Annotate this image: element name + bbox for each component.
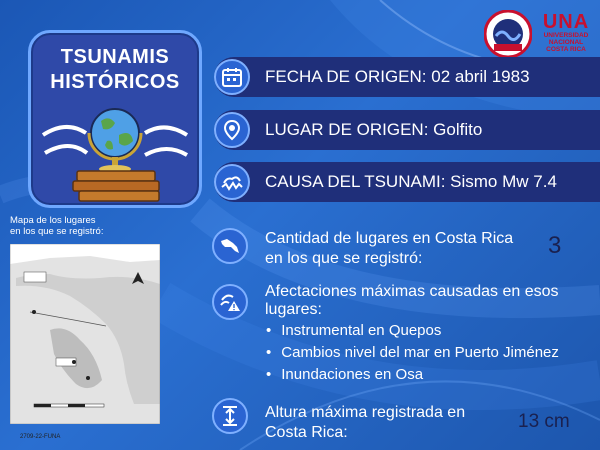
logo-title — [31, 45, 199, 95]
map-label-line2: en los que se registró: — [10, 226, 104, 237]
list-item: • Inundaciones en Osa — [266, 364, 559, 386]
una-line1: UNIVERSIDAD — [543, 32, 589, 39]
height-measure-icon — [212, 398, 248, 434]
afectaciones-list — [266, 320, 559, 386]
calendar-icon — [214, 59, 250, 95]
cantidad-value: 3 — [548, 232, 562, 259]
logo-title-line1: TSUNAMIS — [60, 46, 170, 68]
afectaciones-line2: lugares: — [265, 301, 322, 318]
logo-title-line2: HISTÓRICOS — [50, 71, 180, 93]
map-label-line1: Mapa de los lugares — [10, 215, 96, 226]
una-line3: COSTA RICA — [546, 46, 586, 53]
afectaciones-text — [265, 283, 558, 319]
globe-books-illustration — [41, 95, 189, 203]
altura-line1: Altura máxima registrada en — [265, 404, 466, 421]
map-drawing — [10, 244, 160, 424]
costa-rica-map-icon — [212, 228, 248, 264]
una-line2: NACIONAL — [548, 39, 584, 46]
cantidad-line1: Cantidad de lugares en Costa Rica — [265, 230, 514, 247]
location-pin-icon — [214, 112, 250, 148]
altura-line2: Costa Rica: — [265, 424, 348, 441]
list-item: • Instrumental en Quepos — [266, 320, 559, 342]
una-wordmark: UNA — [542, 11, 590, 33]
cantidad-lugares-text — [265, 229, 513, 269]
list-item: • Cambios nivel del mar en Puerto Jiménez — [266, 342, 559, 364]
causa-tsunami-text: CAUSA DEL TSUNAMI: Sismo Mw 7.4 — [265, 172, 557, 191]
earthquake-icon — [214, 164, 250, 200]
lugar-origen-text: LUGAR DE ORIGEN: Golfito — [265, 120, 483, 139]
altura-value: 13 cm — [518, 411, 570, 432]
sinamot-logo — [484, 10, 532, 58]
altura-text — [265, 403, 465, 443]
una-logo — [536, 12, 596, 58]
hazard-warning-icon — [212, 284, 248, 320]
cantidad-line2: en los que se registró: — [265, 250, 423, 267]
fecha-origen-text: FECHA DE ORIGEN: 02 abril 1983 — [265, 67, 530, 86]
location-map — [10, 244, 160, 424]
footer-code: 2709-22-FUNA — [20, 434, 61, 440]
map-label — [10, 215, 103, 237]
tsunamis-historicos-logo — [28, 30, 202, 208]
afectaciones-line1: Afectaciones máximas causadas en esos — [265, 283, 559, 300]
